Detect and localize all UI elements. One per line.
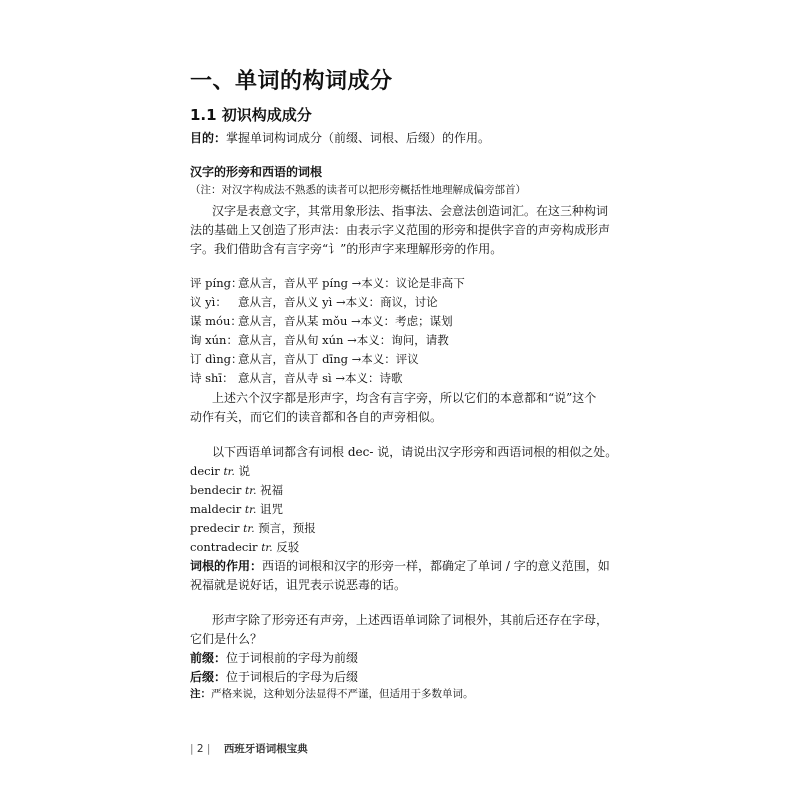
word-pos: tr. — [243, 523, 255, 535]
entry-head: 询 xún： — [190, 333, 238, 347]
section-title: 1.1 初识构成成分 — [190, 106, 312, 124]
page-heading: 一、单词的构词成分 — [190, 69, 393, 94]
entry-ping — [190, 275, 465, 291]
page-number: 2 — [196, 743, 204, 755]
purpose-label: 目的： — [190, 131, 227, 145]
entry-text: 意从言，音从义 yì →本义：商议，讨论 — [238, 295, 438, 309]
entry-text: 意从言，音从平 píng →本义：议论是非高下 — [238, 276, 465, 290]
word-pos: tr. — [244, 504, 257, 516]
word-text: maldecir — [190, 502, 242, 516]
prefix-line — [190, 649, 358, 666]
footer-bar-left: | — [190, 743, 194, 755]
page-footer — [190, 741, 308, 756]
paragraph-line-2: 法的基础上又创造了形声法：由表示字义范围的形旁和提供字音的声旁构成形声 — [190, 223, 611, 237]
subsection-note: （注：对汉字构成法不熟悉的读者可以把形旁概括性地理解成偏旁部首） — [190, 184, 526, 196]
root-function-line-2: 祝福就是说好话，诅咒表示说恶毒的话。 — [190, 578, 407, 592]
suffix-label: 后缀： — [190, 670, 227, 684]
entry-shi — [190, 370, 403, 386]
word-maldecir — [190, 501, 283, 517]
word-meaning: 诅咒 — [259, 502, 283, 516]
word-text: contradecir — [190, 540, 258, 554]
entry-text: 意从言，音从寺 sì →本义：诗歌 — [238, 371, 403, 385]
entry-mou — [190, 313, 453, 329]
word-pos: tr. — [261, 542, 273, 554]
word-meaning: 预言，预报 — [258, 521, 316, 535]
entry-text: 意从言，音从某 mǒu →本义：考虑；谋划 — [238, 314, 453, 328]
word-bendecir — [190, 482, 283, 498]
question-line-2: 它们是什么？ — [190, 632, 263, 646]
prefix-label: 前缀： — [190, 651, 227, 665]
paragraph-line-1: 汉字是表意文字，其常用象形法、指事法、会意法创造词汇。在这三种构词 — [212, 204, 609, 218]
word-text: predecir — [190, 521, 240, 535]
paragraph-line-3: 字。我们借助含有言字旁“讠”的形声字来理解形旁的作用。 — [190, 242, 503, 256]
entry-xun — [190, 332, 449, 348]
entry-head: 订 dìng： — [190, 352, 243, 366]
purpose-line — [190, 129, 490, 146]
word-predecir — [190, 520, 316, 536]
root-function-label: 词根的作用： — [190, 559, 263, 573]
entry-head: 评 píng： — [190, 276, 243, 290]
intro-line: 以下西语单词都含有词根 dec- 说，请说出汉字形旁和西语词根的相似之处。 — [212, 445, 618, 459]
suffix-line — [190, 668, 358, 685]
final-note-text: 严格来说，这种划分法显得不严谨，但适用于多数单词。 — [211, 688, 474, 700]
subsection-title: 汉字的形旁和西语的词根 — [190, 165, 323, 179]
word-text: decir — [190, 464, 220, 478]
word-meaning: 祝福 — [260, 483, 284, 497]
entry-head: 谋 móu： — [190, 314, 242, 328]
word-pos: tr. — [245, 485, 257, 497]
entry-ding — [190, 351, 419, 367]
purpose-text: 掌握单词构词成分（前缀、词根、后缀）的作用。 — [226, 131, 491, 145]
final-note-label: 注： — [190, 688, 211, 700]
word-pos: tr. — [223, 466, 235, 478]
entry-text: 意从言，音从丁 dīng →本义：评议 — [238, 352, 419, 366]
summary-line-1: 上述六个汉字都是形声字，均含有言字旁，所以它们的本意都和“说”这个 — [212, 391, 597, 405]
root-function-text: 西语的词根和汉字的形旁一样，都确定了单词 / 字的意义范围，如 — [262, 559, 610, 573]
word-meaning: 反驳 — [276, 540, 300, 554]
entry-text: 意从言，音从旬 xún →本义：询问，请教 — [238, 333, 449, 347]
question-line-1: 形声字除了形旁还有声旁，上述西语单词除了词根外，其前后还存在字母， — [212, 613, 609, 627]
entry-head: 议 yì： — [190, 295, 227, 309]
summary-line-2: 动作有关，而它们的读音都和各自的声旁相似。 — [190, 410, 443, 424]
word-meaning: 说 — [238, 464, 251, 478]
final-note — [190, 686, 474, 701]
word-text: bendecir — [190, 483, 242, 497]
prefix-text: 位于词根前的字母为前缀 — [226, 651, 359, 665]
entry-yi — [190, 294, 438, 310]
footer-bar-right: | — [206, 743, 211, 755]
word-contradecir — [190, 539, 299, 555]
word-decir — [190, 463, 250, 479]
book-title: 西班牙语词根宝典 — [223, 743, 308, 755]
root-function-line-1 — [190, 557, 610, 574]
suffix-text: 位于词根后的字母为后缀 — [226, 670, 359, 684]
entry-head: 诗 shī： — [190, 371, 234, 385]
